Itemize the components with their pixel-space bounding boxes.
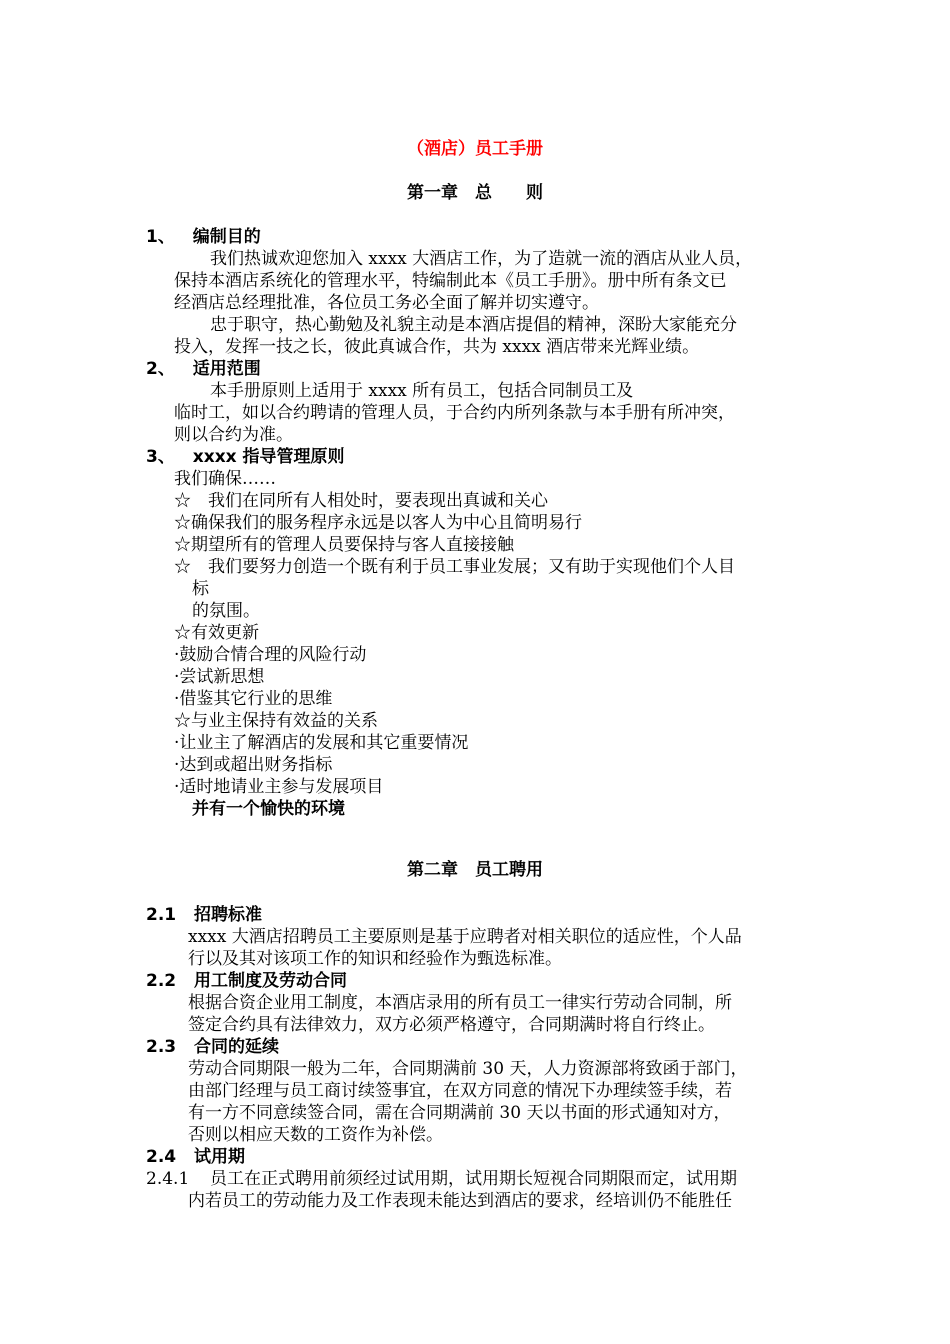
section-2-3-heading	[146, 1036, 279, 1058]
chapter-2-title: 第二章 员工聘用	[407, 860, 543, 880]
section-number: 2.1	[146, 905, 177, 925]
bullet-item: ·适时地请业主参与发展项目	[174, 777, 384, 797]
subsection-number: 2.4.1	[146, 1169, 190, 1189]
principle-item: ☆期望所有的管理人员要保持与客人直接接触	[174, 535, 514, 555]
closing-statement: 并有一个愉快的环境	[192, 799, 345, 819]
paragraph-line: 投入，发挥一技之长，彼此真诚合作，共为 xxxx 酒店带来光辉业绩。	[174, 337, 700, 357]
paragraph-line: 有一方不同意续签合同，需在合同期满前 30 天以书面的形式通知对方，	[188, 1103, 731, 1123]
bullet-item: ·尝试新思想	[174, 667, 265, 687]
paragraph-line: 否则以相应天数的工资作为补偿。	[188, 1125, 443, 1145]
bullet-item: ·达到或超出财务指标	[174, 755, 333, 775]
bullet-item: ·借鉴其它行业的思维	[174, 689, 333, 709]
section-title: 用工制度及劳动合同	[194, 971, 348, 991]
principle-item: ☆有效更新	[174, 623, 259, 643]
paragraph-line: 我们热诚欢迎您加入 xxxx 大酒店工作，为了造就一流的酒店从业人员，	[210, 249, 753, 269]
section-number: 3、	[146, 447, 175, 467]
paragraph-line: xxxx 大酒店招聘员工主要原则是基于应聘者对相关职位的适应性，个人品	[188, 927, 742, 947]
bullet-item: ·鼓励合情合理的风险行动	[174, 645, 367, 665]
principle-item: ☆确保我们的服务程序永远是以客人为中心且简明易行	[174, 513, 582, 533]
principle-item-continuation: 的氛围。	[192, 601, 260, 621]
paragraph-line: 临时工，如以合约聘请的管理人员，于合约内所列条款与本手册有所冲突，	[174, 403, 735, 423]
paragraph-line: 经酒店总经理批准，各位员工务必全面了解并切实遵守。	[174, 293, 599, 313]
paragraph-line: 由部门经理与员工商讨续签事宜，在双方同意的情况下办理续签手续，若	[188, 1081, 732, 1101]
paragraph-line: 忠于职守，热心勤勉及礼貌主动是本酒店提倡的精神，深盼大家能充分	[210, 315, 737, 335]
section-2-heading	[146, 358, 261, 380]
section-number: 2.4	[146, 1147, 177, 1167]
section-2-2-heading	[146, 970, 347, 992]
section-title: 招聘标准	[194, 905, 263, 925]
paragraph-line: 我们确保……	[174, 469, 276, 489]
section-2-4-heading	[146, 1146, 245, 1168]
paragraph-line: 本手册原则上适用于 xxxx 所有员工，包括合同制员工及	[210, 381, 634, 401]
section-title: 适用范围	[192, 359, 261, 379]
paragraph-line: 内若员工的劳动能力及工作表现未能达到酒店的要求，经培训仍不能胜任	[188, 1191, 732, 1211]
paragraph-line: 保持本酒店系统化的管理水平，特编制此本《员工手册》。册中所有条文已	[174, 271, 727, 291]
section-title: xxxx 指导管理原则	[192, 447, 345, 467]
section-title: 合同的延续	[194, 1037, 280, 1057]
section-number: 2、	[146, 359, 175, 379]
principle-item-continuation: 标	[192, 579, 209, 599]
paragraph-line: 根据合资企业用工制度，本酒店录用的所有员工一律实行劳动合同制，所	[188, 993, 732, 1013]
paragraph-line: 劳动合同期限一般为二年，合同期满前 30 天，人力资源部将致函于部门，	[188, 1059, 748, 1079]
bullet-item: ·让业主了解酒店的发展和其它重要情况	[174, 733, 469, 753]
document-title: （酒店）员工手册	[407, 139, 543, 159]
paragraph-line: 则以合约为准。	[174, 425, 293, 445]
section-number: 1、	[146, 227, 175, 247]
chapter-1-title: 第一章 总 则	[407, 183, 543, 203]
section-title: 编制目的	[192, 227, 261, 247]
section-number: 2.2	[146, 971, 177, 991]
section-2-1-heading	[146, 904, 262, 926]
section-3-heading	[146, 446, 345, 468]
principle-item: ☆与业主保持有效益的关系	[174, 711, 378, 731]
section-number: 2.3	[146, 1037, 177, 1057]
paragraph-line: 签定合约具有法律效力，双方必须严格遵守，合同期满时将自行终止。	[188, 1015, 715, 1035]
paragraph-line: 行以及其对该项工作的知识和经验作为甄选标准。	[188, 949, 562, 969]
section-1-heading	[146, 226, 261, 248]
section-title: 试用期	[194, 1147, 246, 1167]
paragraph-line: 员工在正式聘用前须经过试用期，试用期长短视合同期限而定，试用期	[210, 1169, 737, 1189]
principle-item: ☆ 我们在同所有人相处时，要表现出真诚和关心	[174, 491, 548, 511]
principle-item: ☆ 我们要努力创造一个既有利于员工事业发展；又有助于实现他们个人目	[174, 557, 735, 577]
